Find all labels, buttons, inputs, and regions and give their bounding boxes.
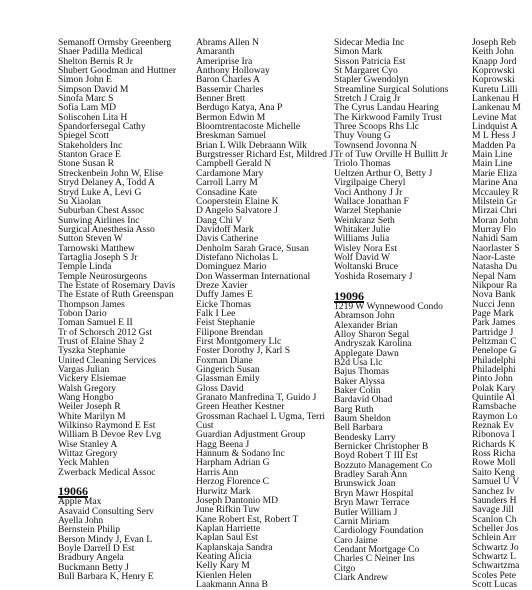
list-entry: Kane Robert Est, Robert T xyxy=(196,513,299,525)
list-entry: Knapp Jord xyxy=(472,55,517,67)
list-entry: Glassman Emily xyxy=(196,373,260,385)
list-entry: Triolo Thomas xyxy=(334,158,391,170)
list-entry: Weiler Joseph R xyxy=(58,401,121,413)
list-entry: Vargas Julian xyxy=(58,364,110,376)
list-entry: Milstein Gr xyxy=(472,195,517,207)
list-entry: Scott Lucas xyxy=(472,578,518,590)
list-entry: Simon John E xyxy=(58,74,112,86)
list-entry: Bryn Mawr Hospital xyxy=(334,487,414,499)
list-entry: Consadine Kate xyxy=(196,186,258,198)
list-entry: Philadelphi xyxy=(472,364,516,376)
list-entry: Soliscohen Lita H xyxy=(58,111,128,123)
list-entry: Wittaz Gregory xyxy=(58,448,118,460)
list-entry: Bernicker Christopher B xyxy=(334,441,429,453)
list-entry: Baum Sheldon xyxy=(334,413,391,425)
list-entry: June Rifkin Tuw xyxy=(196,504,260,516)
list-entry: Cardamone Mary xyxy=(196,167,264,179)
list-entry: Alloy Sharon Segal xyxy=(334,328,410,340)
list-entry: Sunwing Airlines Inc xyxy=(58,214,140,226)
list-entry: Richards K xyxy=(472,438,516,450)
list-entry: Foxman Diane xyxy=(196,354,253,366)
list-entry: The Kirkwood Family Trust xyxy=(334,111,442,123)
list-entry: Wang Hongbo xyxy=(58,392,114,404)
list-entry: Tr of Tuw Orville H Bullitt Jr xyxy=(334,149,448,161)
list-entry: Samuel U V xyxy=(472,476,520,488)
list-entry: The Estate of Rosemary Davis xyxy=(58,279,176,291)
column-4 xyxy=(472,38,532,589)
list-entry: Walsh Gregory xyxy=(58,382,117,394)
list-entry: Dominguez Mario xyxy=(196,261,267,273)
list-entry: Stryd Delaney A, Todd A xyxy=(58,177,155,189)
list-entry: Yeck Mahlen xyxy=(58,457,109,469)
list-entry: Guardian Adjustment Group xyxy=(196,429,306,441)
list-entry: Kaplan Harriette xyxy=(196,522,261,534)
list-entry: Granato Manfredina T, Guido J xyxy=(196,392,317,404)
list-entry: Burgstresser Richard Est, Mildred J xyxy=(196,149,334,161)
list-entry: St Margaret Cyo xyxy=(334,65,398,77)
list-entry: Voci Anthony J Jr xyxy=(334,186,403,198)
list-entry: Virgilpaige Cheryl xyxy=(334,177,406,189)
list-entry: M L Hess J xyxy=(472,130,516,142)
list-entry: Cust xyxy=(196,420,214,432)
list-entry: Bendesky Larry xyxy=(334,431,396,443)
list-entry: Wise Stanley A xyxy=(58,438,118,450)
list-entry: Shelton Bernis R Jr xyxy=(58,55,133,67)
list-entry: Gingerich Susan xyxy=(196,364,260,376)
list-entry: The Cyrus Landau Hearing xyxy=(334,102,439,114)
list-entry: Partridge J xyxy=(472,326,514,338)
list-entry: Bardavid Ohad xyxy=(334,394,393,406)
list-entry: Bull Barbara K, Henry E xyxy=(58,570,154,582)
list-entry: Kienlen Helen xyxy=(196,569,252,581)
list-entry: Savage Jill xyxy=(472,504,514,516)
list-entry: Asavaid Consulting Serv xyxy=(58,505,154,517)
list-entry: Keith John xyxy=(472,46,514,58)
list-entry: Weinkranz Seth xyxy=(334,214,395,226)
list-entry: Tr of Schorsch 2012 Gst xyxy=(58,326,152,338)
list-entry: Tobon Dario xyxy=(58,307,107,319)
list-entry: Simpson David M xyxy=(58,83,129,95)
list-entry: Cendant Mortgage Co xyxy=(334,543,420,555)
list-entry: Schwartzma xyxy=(472,560,520,572)
list-entry: White Marilyn M xyxy=(58,410,126,422)
list-entry: Berdugo Katya, Ana P xyxy=(196,102,283,114)
list-entry: Joseph Reb xyxy=(472,37,516,48)
list-entry: Harris Ann xyxy=(196,466,239,478)
list-entry: Nahidi Sam xyxy=(472,233,518,245)
list-entry: Koprowski xyxy=(472,74,515,86)
list-entry: Feist Stephanie xyxy=(196,317,255,329)
list-entry: Benner Brett xyxy=(196,93,246,105)
list-entry: Kaplan Saul Est xyxy=(196,532,258,544)
list-entry: Toman Samuel E II xyxy=(58,317,133,329)
list-entry: Tyszka Stephanie xyxy=(58,345,126,357)
list-entry: Trust of Elaine Shay 2 xyxy=(58,336,144,347)
list-entry: Spiegel Scott xyxy=(58,130,109,142)
list-entry: Bradbury Angela xyxy=(58,552,124,564)
list-entry: Kaplanskaja Sandra xyxy=(196,541,273,553)
list-entry: Wilkinso Raymond E Est xyxy=(58,420,156,432)
list-entry: Gloss David xyxy=(196,382,244,394)
list-entry: First Montgomery Llc xyxy=(196,336,282,347)
list-entry: Caro Jaime xyxy=(334,534,378,546)
list-entry: Moran John xyxy=(472,214,519,226)
list-entry: Surgical Anesthesia Asso xyxy=(58,223,155,235)
list-entry: Thuy Voung G xyxy=(334,130,391,142)
list-entry: Naor-Laste xyxy=(472,251,515,263)
list-entry: Herzog Florence C xyxy=(196,476,269,488)
list-entry: Davidoff Mark xyxy=(196,223,254,235)
list-entry: Charles C Neiner Ins xyxy=(334,553,415,565)
list-entry: Three Scoops Rhs Llc xyxy=(334,121,419,133)
list-entry: Stryd Luke A, Levi G xyxy=(58,186,142,198)
list-entry: Sofia Lam MD xyxy=(58,102,117,114)
list-entry: Temple Linda xyxy=(58,261,112,273)
list-entry: Tartaglia Joseph S Jr xyxy=(58,251,138,263)
list-entry: The Estate of Ruth Greenspan xyxy=(58,289,174,301)
column-2 xyxy=(196,37,334,590)
list-entry: Quintile Al xyxy=(472,392,515,404)
list-entry: Citgo xyxy=(334,562,356,574)
list-entry: Grossman Rachael L Ugma, Terri xyxy=(196,410,326,422)
list-entry: Streckenbein John W, Elise xyxy=(58,167,163,179)
list-entry: Koprowski xyxy=(472,65,515,77)
list-entry: Saito Keng xyxy=(472,466,515,478)
list-entry: Scheller Jos xyxy=(472,522,519,534)
list-entry: Schwartz Jo xyxy=(472,541,519,553)
list-entry: Bradley Sarah Ann xyxy=(334,469,408,481)
list-entry: Naorlaster S xyxy=(472,242,520,254)
list-entry: Stanton Grace E xyxy=(58,149,121,161)
column-1 xyxy=(58,38,190,581)
zip-code-heading: 19066 xyxy=(58,484,88,499)
list-entry: Natasha Du xyxy=(472,261,518,273)
list-entry: Amaranth xyxy=(196,46,235,58)
list-entry: Applegate Dawn xyxy=(334,347,399,359)
list-entry: Duffy James E xyxy=(196,289,253,301)
zip-code-heading: 19096 xyxy=(334,288,364,303)
list-entry: Vickery Elsiemae xyxy=(58,373,126,385)
list-entry: Sanchez Iv xyxy=(472,485,515,497)
list-entry: Saunders H xyxy=(472,494,517,506)
list-entry: Ribonova I xyxy=(472,429,515,441)
list-entry: Carnit Miriam xyxy=(334,515,390,527)
list-entry: Park James xyxy=(472,317,516,329)
list-entry: Brian L Wilk Debraann Wilk xyxy=(196,139,307,151)
list-entry: Madden Pa xyxy=(472,139,516,151)
list-entry: Baron Charles A xyxy=(196,74,260,86)
list-entry: Harpham Adrian G xyxy=(196,457,270,469)
list-entry: Bermon Edwin M xyxy=(196,111,266,123)
list-entry: Davis Catherine xyxy=(196,233,259,245)
list-entry: Peltzman C xyxy=(472,336,517,347)
list-entry: Andryszak Karolina xyxy=(334,338,412,350)
list-entry: Wolf David W xyxy=(334,251,391,263)
list-entry: Bajus Thomas xyxy=(334,366,389,378)
list-entry: Alexander Brian xyxy=(334,319,398,331)
list-entry: Abrams Allen N xyxy=(196,37,259,48)
list-entry: Don Wasserman International xyxy=(196,270,311,282)
list-entry: Lankenau H xyxy=(472,93,520,105)
list-entry: Brunswick Joan xyxy=(334,478,396,490)
list-entry: Butler William J xyxy=(334,506,398,518)
list-entry: D Angelo Salvatore J xyxy=(196,205,278,217)
list-entry: Thompson James xyxy=(58,298,125,310)
list-entry: Carroll Larry M xyxy=(196,177,258,189)
list-entry: Abramson John xyxy=(334,310,395,322)
column-3 xyxy=(334,38,466,582)
list-entry: Anthony Holloway xyxy=(196,65,270,77)
list-entry: Warzel Stephanie xyxy=(334,205,402,217)
list-entry: Bernstein Philip xyxy=(58,524,121,536)
list-entry: Scanlon Ch xyxy=(472,513,517,525)
list-entry: United Cleaning Services xyxy=(58,354,157,366)
list-entry: Sisson Patricia Est xyxy=(334,55,406,67)
list-entry: Reznak Ev xyxy=(472,420,514,432)
list-entry: Cooperstein Elaine K xyxy=(196,195,279,207)
list-entry: Ross Richa xyxy=(472,448,516,460)
list-entry: William B Devoe Rev Lvg xyxy=(58,429,161,441)
list-entry: Wisley Nora Est xyxy=(334,242,398,254)
list-entry: Laakmann Anna B xyxy=(196,578,268,590)
list-entry: Streamline Surgical Solutions xyxy=(334,83,449,95)
list-entry: Distefano Nicholas L xyxy=(196,251,279,263)
list-entry: Boyd Robert T III Est xyxy=(334,450,418,462)
list-entry: B2d Usa Llc xyxy=(334,357,383,368)
list-entry: Page Mark xyxy=(472,307,514,319)
list-entry: Hagg Beena J xyxy=(196,438,250,450)
list-entry: Su Xiaolan xyxy=(58,195,101,207)
list-entry: Nikpour Ra xyxy=(472,279,518,291)
list-entry: Yoshida Rosemary J xyxy=(334,270,413,282)
list-entry: Zwerback Medical Assoc xyxy=(58,466,156,478)
list-entry: Shaer Padilla Medical xyxy=(58,46,143,58)
list-entry: Eicke Thomas xyxy=(196,298,251,310)
list-entry: Bloomtrentacoste Michelle xyxy=(196,121,301,133)
list-entry: Murray Flo xyxy=(472,223,516,235)
list-entry: Berson Mindy J, Evan L xyxy=(58,533,153,545)
list-entry: Stone Susan R xyxy=(58,158,114,170)
list-entry: Penelope G xyxy=(472,345,517,357)
list-entry: Main Line xyxy=(472,158,513,170)
list-entry: Bell Barbara xyxy=(334,422,383,434)
list-entry: Hurwitz Mark xyxy=(196,485,251,497)
list-entry: Dang Chi V xyxy=(196,214,243,226)
list-entry: Wallace Jonathan F xyxy=(334,195,409,207)
list-entry: Marine Ana xyxy=(472,177,518,189)
list-entry: Temple Neurosurgeons xyxy=(58,270,147,282)
list-entry: Nepal Nam xyxy=(472,270,516,282)
list-entry: Philadelphi xyxy=(472,354,516,366)
list-entry: Stakeholders Inc xyxy=(58,139,123,151)
list-entry: Levine Mat xyxy=(472,111,517,123)
list-entry: Cardiology Foundation xyxy=(334,525,424,537)
list-entry: Simon Mark xyxy=(334,46,383,58)
list-entry: Green Heather Kestner xyxy=(196,401,285,413)
list-entry: Sidecar Media Inc xyxy=(334,37,405,48)
list-entry: Lankenau M xyxy=(472,102,521,114)
list-entry: Breskman Samuel xyxy=(196,130,267,142)
list-entry: Schwartz L xyxy=(472,550,516,562)
list-entry: Nova Bank xyxy=(472,289,516,301)
list-entry: 1219 W Wynnewood Condo xyxy=(334,300,443,312)
list-entry: Ameriprise Ira xyxy=(196,55,253,67)
list-entry: Stretch J Craig Jr xyxy=(334,93,401,105)
list-entry: Rowe Moll xyxy=(472,457,516,469)
list-entry: Whitaker Julie xyxy=(334,223,391,235)
list-entry: Hannum & Sodano Inc xyxy=(196,448,285,460)
list-entry: Marie Eliza xyxy=(472,167,518,179)
list-entry: Shubert Goodman and Huttner xyxy=(58,65,177,77)
list-entry: Townsend Jovonna N xyxy=(334,139,417,151)
list-entry: Polak Kary xyxy=(472,382,516,394)
list-entry: Campbell Gerald N xyxy=(196,158,272,170)
list-entry: Clark Andrew xyxy=(334,571,389,583)
list-entry: Williams Julia xyxy=(334,233,390,245)
list-entry: Buckmann Betty J xyxy=(58,561,129,573)
list-entry: Sutton Steven W xyxy=(58,233,123,245)
list-entry: Scoles Pete xyxy=(472,569,516,581)
list-entry: Raymon Lo xyxy=(472,410,518,422)
list-entry: Nucci Jenn xyxy=(472,298,515,310)
list-entry: Apple Max xyxy=(58,496,102,508)
list-entry: Baker Alyssa xyxy=(334,375,385,387)
list-entry: Falk I Lee xyxy=(196,307,236,319)
list-entry: Pinto John xyxy=(472,373,513,385)
list-entry: Lindquist A xyxy=(472,121,518,133)
list-entry: Schlein Arr xyxy=(472,532,516,544)
list-entry: Mccauley R xyxy=(472,186,519,198)
list-entry: Sinofa Marc S xyxy=(58,93,114,105)
list-entry: Foster Dorothy J, Karl S xyxy=(196,345,291,357)
list-entry: Mirzai Chri xyxy=(472,205,518,217)
list-entry: Kelly Kary M xyxy=(196,560,250,572)
list-entry: Ayella John xyxy=(58,514,104,526)
list-entry: Woltanski Bruce xyxy=(334,261,398,273)
list-entry: Boyle Darrell D Est xyxy=(58,542,135,554)
list-entry: Suburban Chest Assoc xyxy=(58,205,145,217)
list-entry: Bryn Mawr Terrace xyxy=(334,497,410,509)
list-entry: Tarnowski Matthew xyxy=(58,242,135,254)
list-entry: Main Line xyxy=(472,149,513,161)
list-entry: Joseph Dantonio MD xyxy=(196,494,279,506)
list-entry: Barg Ruth xyxy=(334,403,374,415)
list-entry: Spandorfersegal Cathy xyxy=(58,121,146,133)
list-entry: Kuretu Lilli xyxy=(472,83,518,95)
list-entry: Bassemir Charles xyxy=(196,83,264,95)
list-entry: Ueltzen Arthur O, Betty J xyxy=(334,167,433,179)
list-entry: Dreze Xavier xyxy=(196,279,248,291)
list-entry: Filipone Brendan xyxy=(196,326,263,338)
list-entry: Semanoff Ormsby Greenberg xyxy=(58,37,172,48)
list-entry: Baker Colin xyxy=(334,385,381,397)
list-entry: Bozzuto Management Co xyxy=(334,459,433,471)
list-entry: Keating Alicia xyxy=(196,550,252,562)
list-entry: Ramsbache xyxy=(472,401,517,413)
list-entry: Stapler Gwendolyn xyxy=(334,74,409,86)
list-entry: Denholm Sarah Grace, Susan xyxy=(196,242,309,254)
